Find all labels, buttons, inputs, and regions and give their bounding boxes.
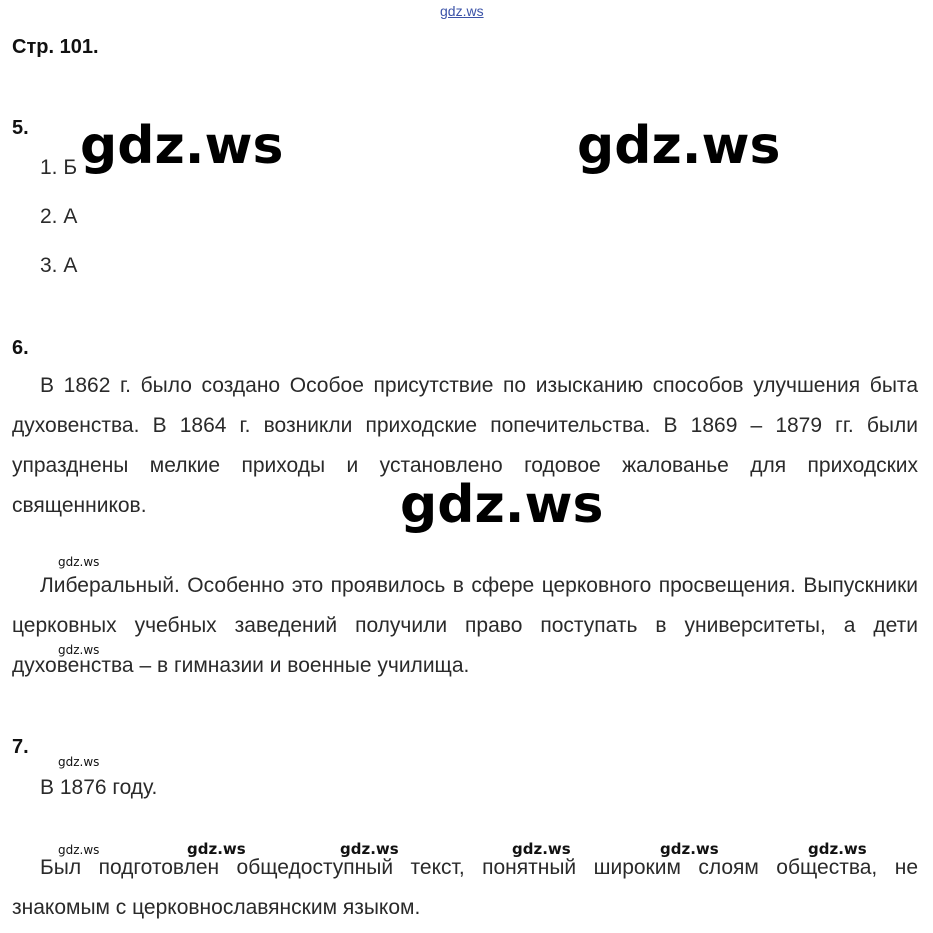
question-5-number: 5. [12,117,29,139]
watermark-large: gdz.ws [400,475,604,535]
watermark-medium: gdz.ws [340,840,399,858]
watermark-small: gdz.ws [58,643,100,657]
question-7-number: 7. [12,736,29,758]
watermark-medium: gdz.ws [187,840,246,858]
q5-answer-2: 2. А [40,205,78,228]
q7-answer-1: В 1876 году. [40,776,158,799]
watermark-medium: gdz.ws [660,840,719,858]
watermark-large: gdz.ws [577,116,781,176]
watermark-medium: gdz.ws [512,840,571,858]
q7-paragraph: Был подготовлен общедоступный текст, понятный широким слоям общества, не знакомым с церковнославянским языком. [12,856,918,919]
q6-paragraph-1: В 1862 г. было создано Особое присутствие по изысканию способов улучшения быта духовенства. В 1864 г. возникли приходские попечительства. В 1869 – 1879 гг. были упразднены мелкие приходы и установлено годовое жалованье для приходских священников. [12,374,918,517]
watermark-small: gdz.ws [58,755,100,769]
watermark-medium: gdz.ws [808,840,867,858]
watermark-small: gdz.ws [58,555,100,569]
q5-answer-3: 3. А [40,254,78,277]
site-link[interactable]: gdz.ws [440,3,484,19]
q5-answer-1: 1. Б [40,156,78,179]
q6-paragraph-2: Либеральный. Особенно это проявилось в сфере церковного просвещения. Выпускники церковных учебных заведений получили право поступать в университеты, а дети духовенства – в гимназии и военные училища. [12,574,918,677]
question-6-number: 6. [12,337,29,359]
watermark-large: gdz.ws [80,116,284,176]
watermark-small: gdz.ws [58,843,100,857]
page-title: Стр. 101. [12,36,99,58]
